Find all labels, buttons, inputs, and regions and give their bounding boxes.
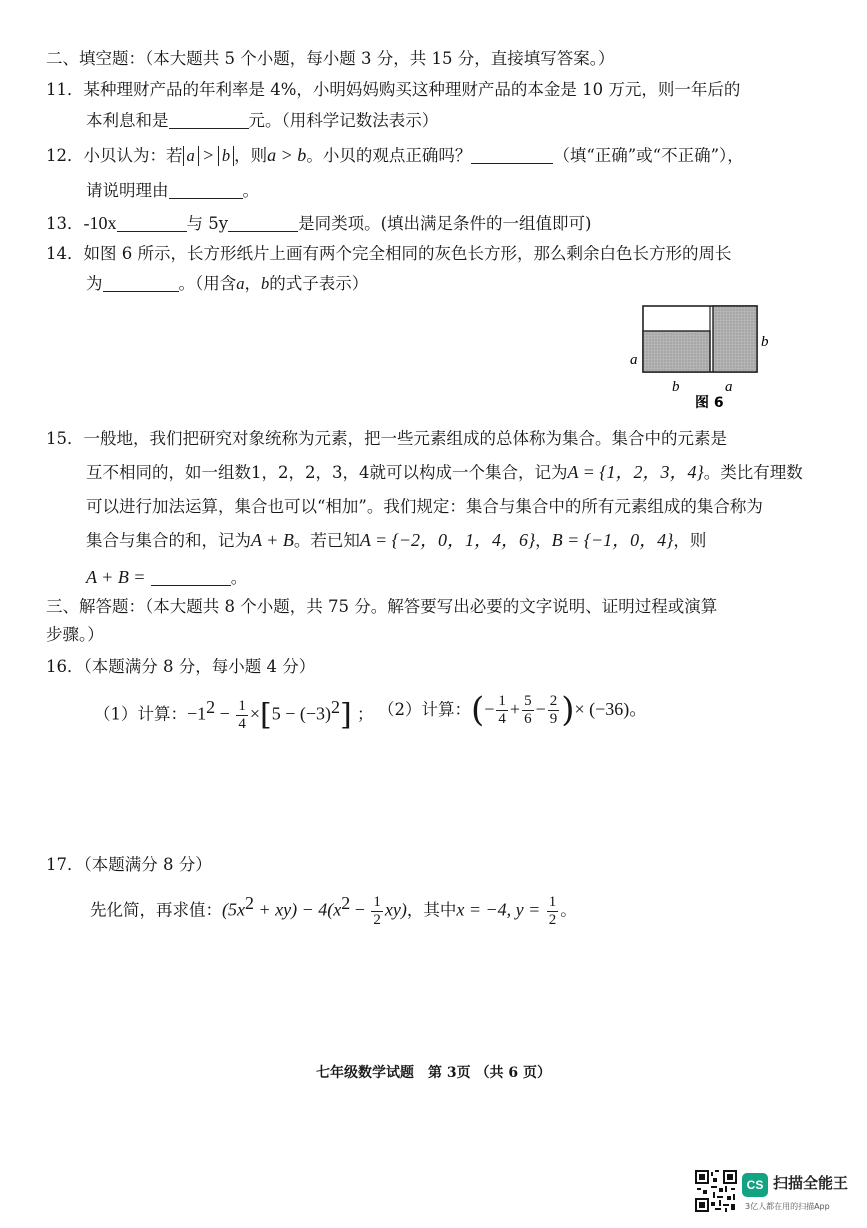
q12-answer-blank[interactable] [471,145,553,164]
q17-fraction: $\frac{1}{2}$ [373,893,381,928]
figure-label-b-bottom: b [672,379,680,395]
page-footer: 七年级数学试题 第 3页 （共 6 页） [316,1065,551,1081]
q11-number: 11． [46,80,84,99]
q16-p1-fraction: $\frac{1}{4}$ [238,697,246,732]
q16-part2: （2）计算：(− $\frac{1}{4}$ + $\frac{5}{6}$ − $\frac{2}{9}$ )× (−36)。 [378,690,648,730]
q16-p2-fraction-1: $\frac{1}{4}$ [498,693,506,727]
q16-header: 16．（本题满分 8 分，每小题 4 分） [46,657,316,676]
q16-number: 16． [46,657,84,676]
figure-gray-rect-bottom [643,331,710,372]
q17-body: 先化简，再求值：$(5x^2 + xy) - 4(x^2$ − $\frac{1}{2}$ xy)，其中x = −4, y = $\frac{1}{2}$ 。 [90,893,577,928]
q13-line: 13．-10x 与 5y 是同类项。(填出满足条件的一组值即可) [46,213,592,233]
figure-gray-rect-right [713,306,757,372]
figure-label-a-left: a [630,352,638,368]
q12-line2: 请说明理由 。 [86,181,259,200]
q15-line1: 15．一般地，我们把研究对象统称为元素，把一些元素组成的总体称为集合。集合中的元素是 [46,429,727,448]
q15-answer-blank[interactable] [151,567,231,586]
q13-number: 13． [46,214,84,233]
camscanner-slogan: 3亿人都在用的扫描App [745,1202,830,1211]
q16-p2-fraction-3: $\frac{2}{9}$ [549,693,558,727]
camscanner-name: 扫描全能王 [773,1174,849,1192]
section3-title-line2: 步骤。） [46,625,104,644]
figure-6 [625,300,775,412]
section3-title-line1: 三、解答题：（本大题共 8 个小题，共 75 分。解答要写出必要的文字说明、证明过程或演算 [46,597,718,616]
q13-blank-2[interactable] [228,213,298,232]
q11-line1: 11．某种理财产品的年利率是 4%，小明妈妈购买这种理财产品的本金是 10 万元，则一年后的 [46,80,741,99]
q12-abs-b: b [218,146,234,166]
q12-line1: 12．小贝认为：若 a > b ，则a > b。小贝的观点正确吗？ （填“正确”或“不正确”）， [46,145,744,165]
q12-reason-blank[interactable] [169,180,243,199]
q15-line4: 集合与集合的和，记为A + B。若已知A = {−2，0，1，4，6}，B = {−1，0，4}，则 [86,530,707,550]
q12-abs-a: a [183,146,199,166]
q15-line2: 互不相同的，如一组数1，2，2，3，4就可以构成一个集合，记为A = {1，2，3，4}。类比有理数 [86,462,803,482]
q14-answer-blank[interactable] [103,273,179,292]
section2-title: 二、填空题：（本大题共 5 个小题，每小题 3 分，共 15 分，直接填写答案。） [46,49,615,68]
q16-part1: （1）计算：$-1^2$ − $\frac{1}{4}$ $\times[5 - (-3)^2]$ ； [94,697,374,733]
q14-line2: 为 。（用含a，b的式子表示） [86,274,369,293]
q15-number: 15． [46,429,84,448]
q17-value-fraction: $\frac{1}{2}$ [548,893,557,928]
figure-label-a-bottom: a [725,379,733,395]
figure-caption: 图 6 [695,395,724,411]
q15-line5: A + B = 。 [86,567,248,587]
q13-blank-1[interactable] [117,213,187,232]
q17-header: 17．（本题满分 8 分） [46,855,212,874]
q11-line2: 本利息和是 元。（用科学记数法表示） [86,111,439,130]
figure-label-b-right: b [761,334,769,350]
q12-number: 12． [46,146,84,165]
q16-p2-fraction-2: $\frac{5}{6}$ [524,693,532,727]
q17-number: 17． [46,855,84,874]
q14-number: 14． [46,244,84,263]
camscanner-logo-icon: CS [742,1173,768,1197]
qr-code-icon [695,1170,737,1212]
q15-line3: 可以进行加法运算，集合也可以“相加”。我们规定：集合与集合中的所有元素组成的集合称为 [86,497,763,516]
q11-answer-blank[interactable] [169,110,249,129]
q14-line1: 14．如图 6 所示，长方形纸片上画有两个完全相同的灰色长方形，那么剩余白色长方形的周长 [46,244,732,263]
